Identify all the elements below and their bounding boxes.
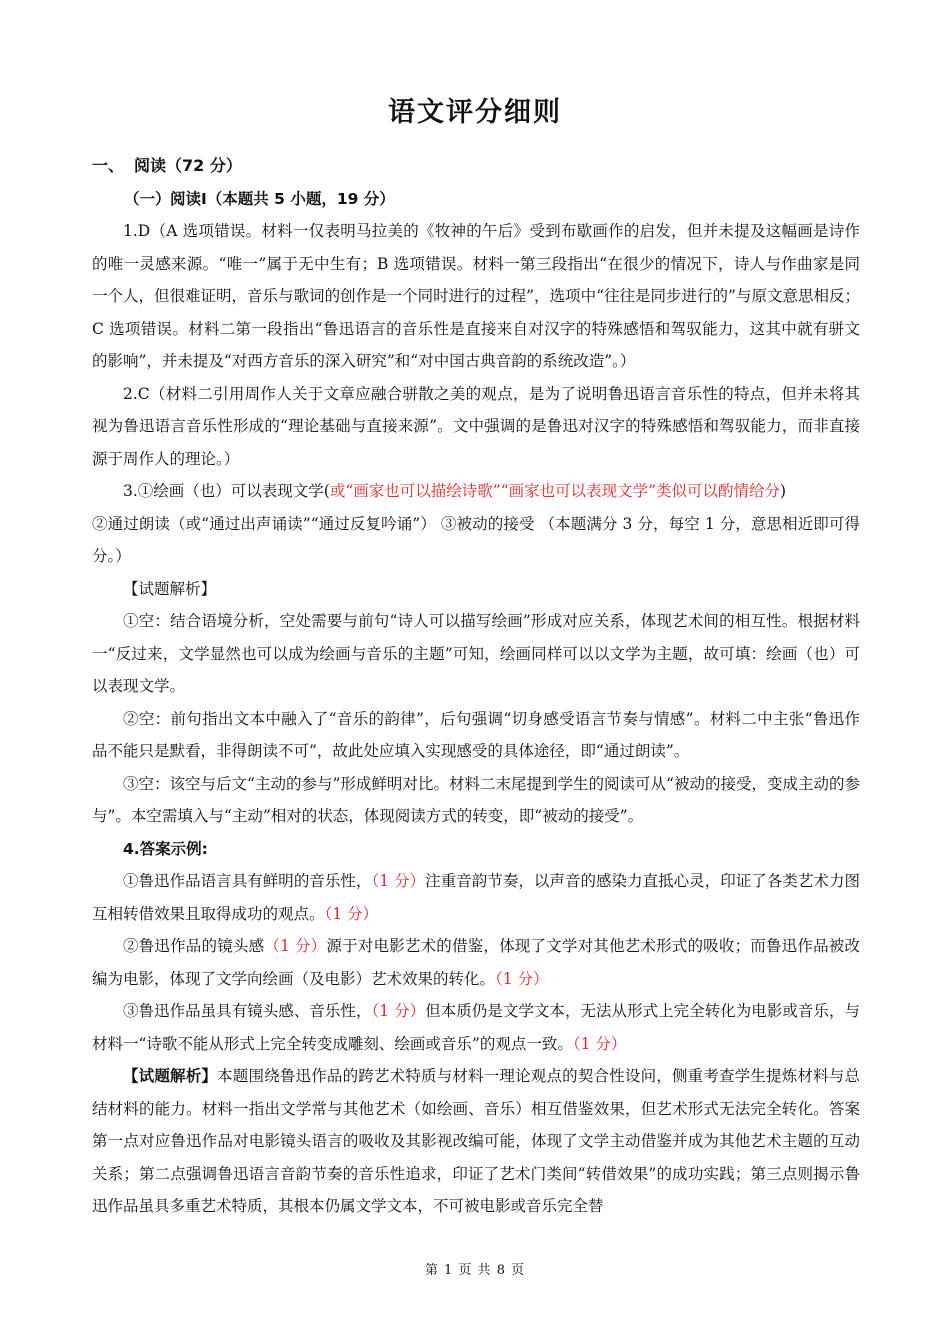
q4-answer-3: [92, 995, 860, 1060]
q4-answer-3-text-a: ③鲁迅作品虽具有镜头感、音乐性，: [123, 1002, 372, 1020]
q4-answer-2-score-1: （1 分）: [264, 937, 327, 955]
answer-q2: 2.C（材料二引用周作人关于文章应融合骈散之美的观点，是为了说明鲁迅语言音乐性的特点，但并未将其视为鲁迅语言音乐性形成的“理论基础与直接来源”。文中强调的是鲁迅对汉字的特殊感悟和驾驭能力，而非直接源于周作人的理论。）: [92, 384, 860, 468]
subsection-number: （一）: [124, 189, 171, 208]
q4-title: 4.答案示例:: [123, 839, 208, 858]
page-footer: 第 1 页 共 8 页: [424, 1263, 526, 1278]
page-title: 语文评分细则: [388, 97, 562, 128]
section-label: 阅读（72 分）: [134, 156, 242, 175]
q4-answer-3-score-2: （1 分）: [572, 1034, 627, 1053]
q4-analysis-lead: 【试题解析】: [123, 1067, 218, 1085]
subsection-label: 阅读I（本题共 5 小题，19 分）: [170, 189, 395, 208]
q3-analysis-blank-1: ①空：结合语境分析，空处需要与前句“诗人可以描写绘画”形成对应关系，体现艺术间的相互性。根据材料一“反过来，文学显然也可以成为绘画与音乐的主题”可知，绘画同样可以以文学为主题，故可填：绘画（也）可以表现文学。: [92, 612, 860, 695]
q4-answer-1-score-1: （1 分）: [371, 872, 426, 890]
q4-analysis: [92, 1060, 860, 1223]
q4-answer-1-text-a: ①鲁迅作品语言具有鲜明的音乐性，: [123, 872, 372, 890]
q4-answer-1-score-2: （1 分）: [324, 904, 379, 923]
answer-q3-continued: ②通过朗读（或“通过出声诵读”“通过反复吟诵”） ③被动的接受 （本题满分 3 分，每空 1 分，意思相近即可得分。）: [92, 514, 860, 565]
subsection-heading: [92, 183, 860, 216]
q4-answer-2-text-a: ②鲁迅作品的镜头感: [123, 937, 265, 955]
q3-analysis-blank-3: ③空：该空与后文“主动的参与”形成鲜明对比。材料二末尾提到学生的阅读可从“被动的接受，变成主动的参与”。本空需填入与“主动”相对的状态，体现阅读方式的转变，即“被动的接受”。: [92, 774, 860, 825]
answer-q1: 1.D（A 选项错误。材料一仅表明马拉美的《牧神的午后》受到布歇画作的启发，但并未提及这幅画是诗作的唯一灵感来源。“唯一”属于无中生有；B 选项错误。材料一第三段指出“在很少的情况下，诗人与作曲家是同一个人，但很难证明，音乐与歌词的创作是一个同时进行的过程”，选项中“往往是同步进行的”与原文意思相反；C 选项错误。材料二第一段指出“鲁迅语言的音乐性是直接来自对汉字的特殊感悟和驾驭能力，这其中就有骈文的影响”，并未提及“对西方音乐的深入研究”和“对中国古典音韵的系统改造”。）: [92, 222, 860, 370]
answer-q3-part-b: ): [780, 482, 787, 500]
q4-answer-2: [92, 930, 860, 995]
answer-q3-part-a: 3.①绘画（也）可以表现文学(: [123, 482, 330, 500]
q4-answer-2-text-b: 源于对电影艺术的借鉴，体现了文学对其他艺术形式的吸收；而鲁迅作品被改编为电影，体现了文学向绘画（及电影）艺术效果的转化。: [92, 937, 860, 988]
q3-analysis-blank-2: ②空：前句指出文本中融入了“音乐的韵律”，后句强调“切身感受语言节奏与情感”。材料二中主张“鲁迅作品不能只是默看，非得朗读不可”，故此处应填入实现感受的具体途径，即“通过朗读”。: [92, 709, 860, 760]
q3-analysis-title: 【试题解析】: [123, 579, 217, 598]
document-body: [92, 150, 860, 1223]
q4-analysis-text: 本题围绕鲁迅作品的跨艺术特质与材料一理论观点的契合性设问，侧重考查学生提炼材料与总结材料的能力。材料一指出文学常与其他艺术（如绘画、音乐）相互借鉴效果，但艺术形式无法完全转化。答案第一点对应鲁迅作品对电影镜头语言的吸收及其影视改编可能，体现了文学主动借鉴并成为其他艺术主题的互动关系；第二点强调鲁迅语言音韵节奏的音乐性追求，印证了艺术门类间“转借效果”的成功实践；第三点则揭示鲁迅作品虽具多重艺术特质，其根本仍属文学文本，不可被电影或音乐完全替: [92, 1067, 860, 1215]
section-heading: [92, 150, 860, 183]
q4-answer-1-text-b: 注重音韵节奏，以声音的感染力直抵心灵，印证了各类艺术力图互相转借效果且取得成功的观点。: [92, 872, 860, 923]
q4-answer-3-score-1: （1 分）: [371, 1002, 426, 1020]
answer-q3: [92, 475, 860, 508]
answer-q3-scoring-note: 或“画家也可以描绘诗歌”“画家也可以表现文学”类似可以酌情给分: [329, 482, 781, 500]
q4-answer-3-text-b: 但本质仍是文学文本，无法从形式上完全转化为电影或音乐，与材料一“诗歌不能从形式上完全转变成雕刻、绘画或音乐”的观点一致。: [92, 1002, 860, 1053]
section-number: 一、: [92, 156, 125, 175]
q4-answer-1: [92, 865, 860, 930]
q4-answer-2-score-2: （1 分）: [495, 969, 549, 988]
